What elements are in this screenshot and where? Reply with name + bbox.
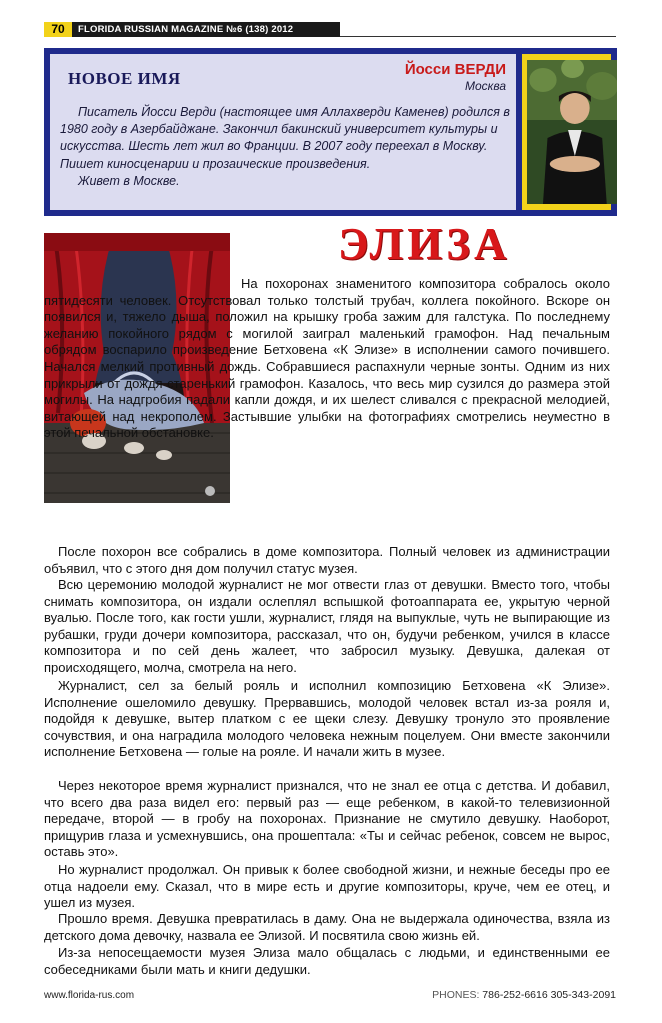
author-city: Москва: [464, 79, 506, 93]
story-title: ЭЛИЗА: [338, 219, 511, 269]
section-label: НОВОЕ ИМЯ: [68, 69, 181, 88]
story-paragraph: После похорон все собрались в доме композитора. Полный человек из администрации объявил, что с этого дня дом получил статус музея.: [44, 544, 610, 576]
story-paragraph: Через некоторое время журналист признался, что не знал ее отца с детства. И добавил, что всего два раза видел его: первый раз — еще ребенком, в какой-то телевизионной передаче, второй — в гробу на похоронах. Признание не смутило девушку. Наоборот, прищурив глаза и усмехнувшись, она прошептала: «Ты и сейчас ребенок, совсем не вырос, оставь это».: [44, 778, 610, 860]
story-paragraph: На похоронах знаменитого композитора собралось около пятидесяти человек. Отсутствовал только толстый трубач, коллега покойного. Вскоре он появился и, тяжело дыша, положил на крышку гроба зажим для галстука. По последнему желанию покойного рядом с могилой заиграл маленький грамофон. Над печальным обрядом воспарило произведение Бетховена «К Элизе» в исполнении самого почившего. Начался мелкий противный дождь. Собравшиеся распахнули черные зонты. Одним из них прикрыли от дождя старенький грамофон. Казалось, что весь мир сузился до размера этой могилы. На надгробия падали капли дождя, и их шелест сливался с прекрасной мелодией, витающей над некрополем. Застывшие улыбки на фотографиях смотрелись неуместно в этой печальной обстановке.: [44, 276, 610, 441]
story-paragraph: Журналист, сел за белый рояль и исполнил композицию Бетховена «К Элизе». Исполнение ошеломило девушку. Прервавшись, молодой человек встал из-за рояля и, подойдя к девушке, вытер платком с ее щеки слезу. Девушку тронуло это проявление сочувствия, и она наградила молодого человека нежным поцелуем. Они вместе закончили исполнение Бетховена — голые на рояле. И начали жить в музее.: [44, 678, 610, 760]
phones-label: PHONES:: [432, 989, 480, 1001]
phone-number: 786-252-6616: [482, 989, 548, 1001]
page-number: 70: [44, 22, 72, 37]
author-photo-frame: [522, 54, 611, 210]
story-paragraph: Из-за непосещаемости музея Элиза мало общалась с людьми, и единственными ее собеседниками были мать и книги дедушки.: [44, 945, 610, 977]
author-name: Йосси ВЕРДИ: [404, 61, 506, 78]
bio-paragraph: Живет в Москве.: [78, 173, 180, 188]
bio-text: [60, 104, 510, 190]
header-rule: [340, 36, 616, 37]
author-bio-box: [44, 48, 617, 216]
phone-number: 305-343-2091: [550, 989, 616, 1001]
footer-phones: [432, 989, 616, 1001]
magazine-title: FLORIDA RUSSIAN MAGAZINE №6 (138) 2012: [78, 24, 294, 35]
story-paragraph: Всю церемонию молодой журналист не мог отвести глаз от девушки. Вместо того, чтобы снимать композитора, он издали ослеплял вспышкой фотоаппарата ее, укрытую черной вуалью. После того, как гости ушли, журналист, глядя на выпуклые, чуть не выпирающие из рубашки, груди дочери композитора, рассказал, что он, будучи ребенком, учился в классе композитора и по сей день жалеет, что забросил музыку. Девушка, далекая от происходящего, молча, смотрела на него.: [44, 577, 610, 675]
bio-paragraph: Писатель Йосси Верди (настоящее имя Аллахверди Каменев) родился в 1980 году в Азербайджане. Закончил бакинский университет культуры и искусства. Шесть лет жил во Франции. В 2007 году переехал в Москву. Пишет киносценарии и прозаические произведения.: [60, 105, 510, 171]
bio-panel: [50, 54, 516, 210]
author-photo: [527, 60, 617, 204]
story-paragraph: Но журналист продолжал. Он привык к более свободной жизни, и нежные беседы про ее отца надоели ему. Сказал, что в мире есть и другие композиторы, круче, чем ее отец, и ушел из музея.: [44, 862, 610, 911]
story-paragraph: Прошло время. Девушка превратилась в даму. Она не выдержала одиночества, взяла из детского дома девочку, назвала ее Элизой. И посвятила свою жизнь ей.: [44, 911, 610, 943]
footer-url[interactable]: www.florida-rus.com: [44, 990, 135, 1001]
